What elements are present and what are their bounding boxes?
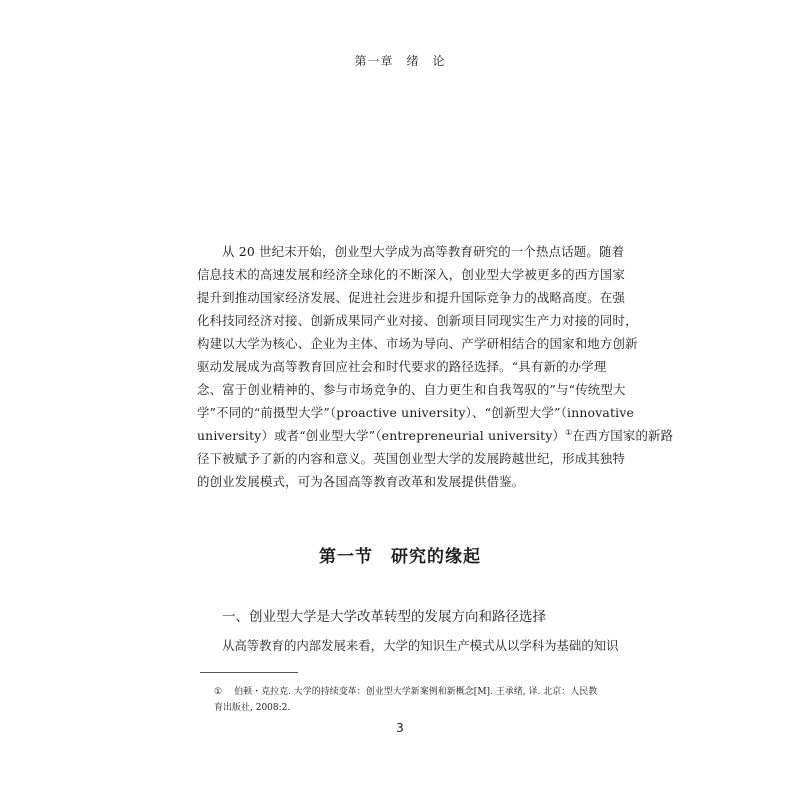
footnote-text: 伯顿・克拉克. 大学的持续变革：创业型大学新案例和新概念[M]. 王承绪, 译. 北京：人民教 bbox=[234, 687, 598, 697]
body-paragraph: 从高等教育的内部发展来看，大学的知识生产模式从以学科为基础的知识 bbox=[222, 638, 619, 653]
paragraph-line: 构建以大学为核心、企业为主体、市场为导向、产学研相结合的国家和地方创新 bbox=[197, 336, 638, 351]
paragraph-line: 学”不同的“前摄型大学”（proactive university）、“创新型大学”（innovative bbox=[197, 405, 635, 420]
section-title: 第一节 研究的缘起 bbox=[319, 547, 481, 567]
footnote bbox=[200, 684, 600, 716]
paragraph-line-text: university）或者“创业型大学”（entrepreneurial university） bbox=[197, 428, 566, 443]
paragraph-line-text: 在西方国家的新路 bbox=[572, 428, 674, 443]
paragraph-line: 化科技同经济对接、创新成果同产业对接、创新项目同现实生产力对接的同时， bbox=[197, 313, 638, 328]
paragraph-line: 的创业发展模式，可为各国高等教育改革和发展提供借鉴。 bbox=[197, 474, 525, 489]
paragraph-line: 驱动发展成为高等教育回应社会和时代要求的路径选择。“具有新的办学理 bbox=[197, 359, 607, 374]
paragraph-line bbox=[197, 424, 674, 447]
footnote-marker: ① bbox=[214, 687, 223, 697]
paragraph-line: 信息技术的高速发展和经济全球化的不断深入，创业型大学被更多的西方国家 bbox=[197, 267, 626, 282]
running-header: 第一章 绪 论 bbox=[354, 54, 446, 68]
subsection-title: 一、创业型大学是大学改革转型的发展方向和路径选择 bbox=[222, 609, 546, 625]
intro-paragraph bbox=[197, 240, 674, 493]
footnote-line bbox=[200, 684, 600, 700]
paragraph-line: 从 20 世纪末开始，创业型大学成为高等教育研究的一个热点话题。随着 bbox=[222, 244, 625, 259]
paragraph-line: 径下被赋予了新的内容和意义。英国创业型大学的发展跨越世纪，形成其独特 bbox=[197, 451, 626, 466]
paragraph-line: 念、富于创业精神的、参与市场竞争的、自力更生和自我驾驭的”与“传统型大 bbox=[197, 382, 626, 397]
footnote-divider bbox=[200, 672, 298, 673]
footnote-reference[interactable]: ① bbox=[565, 428, 573, 437]
footnote-line: 育出版社, 2008:2. bbox=[214, 703, 291, 713]
page-number: 3 bbox=[396, 721, 404, 735]
paragraph-line: 提升到推动国家经济发展、促进社会进步和提升国际竞争力的战略高度。在强 bbox=[197, 290, 626, 305]
